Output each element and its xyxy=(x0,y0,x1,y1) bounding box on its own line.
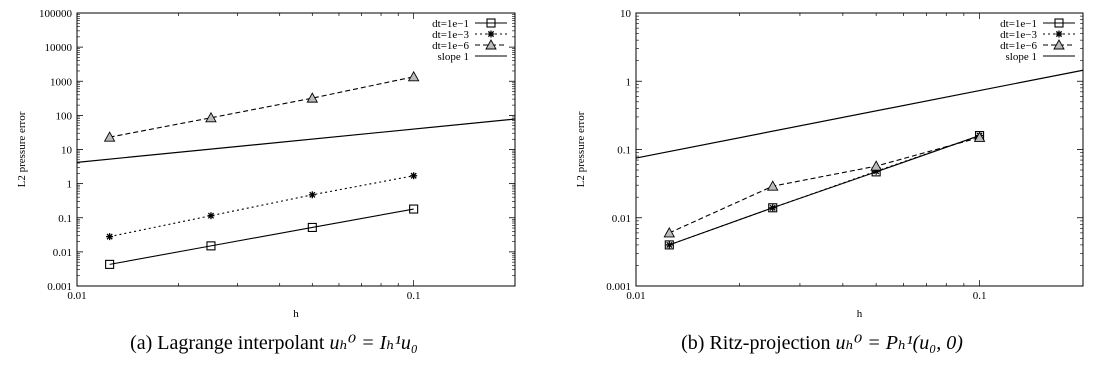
chart-0-legend-label: dt=1e−1 xyxy=(432,18,469,30)
chart-0-series-0-line xyxy=(110,209,414,264)
chart-1-y-tick-label: 0.01 xyxy=(611,212,631,225)
chart-1-legend-label: dt=1e−6 xyxy=(1000,40,1037,52)
chart-1-x-tick-label: 0.1 xyxy=(972,290,987,302)
chart-0-slope-1-line xyxy=(77,119,515,162)
chart-0-y-tick-label: 100000 xyxy=(39,8,72,20)
caption-b-prefix: (b) Ritz-projection xyxy=(681,332,836,354)
chart-1-series-2-point xyxy=(768,181,778,190)
caption-a-prefix: (a) Lagrange interpolant xyxy=(130,332,330,354)
caption-b xyxy=(548,330,1096,355)
chart-1-y-tick-label: 0.001 xyxy=(606,281,631,293)
chart-1-x-tick-label: 0.01 xyxy=(626,290,646,302)
chart-0-series-1-line xyxy=(110,176,414,237)
chart-0-y-axis-label: L2 pressure error xyxy=(16,111,28,188)
chart-1-legend-label: slope 1 xyxy=(1005,51,1037,63)
chart-1-x-axis-label: h xyxy=(856,308,863,320)
chart-0-legend-label: dt=1e−6 xyxy=(432,40,469,52)
caption-a-formula: uₕ⁰ = Iₕ¹u₀ xyxy=(329,332,418,354)
chart-1-series-2-point xyxy=(871,161,881,170)
chart-1-legend-marker xyxy=(1056,31,1063,38)
caption-a xyxy=(0,330,548,355)
chart-0-y-tick-label: 10000 xyxy=(44,42,72,55)
chart-0-series-2-point xyxy=(409,72,419,81)
chart-1-legend-label: dt=1e−3 xyxy=(1000,29,1037,41)
chart-0-series-1-point xyxy=(106,233,113,240)
chart-0-y-tick-label: 100 xyxy=(55,110,72,123)
chart-0-series-2-line xyxy=(110,77,414,137)
chart-1-series-1-point xyxy=(769,204,776,211)
chart-1-series-2-point xyxy=(664,228,674,237)
chart-0-legend-label: dt=1e−3 xyxy=(432,29,469,41)
chart-panel-b xyxy=(548,0,1096,366)
chart-0-y-tick-label: 0.001 xyxy=(47,281,72,293)
chart-0-series-1-point xyxy=(309,191,316,198)
chart-1-slope-1-line xyxy=(636,70,1083,158)
chart-0-y-tick-label: 1 xyxy=(66,178,72,191)
chart-1-y-tick-label: 10 xyxy=(620,8,631,20)
chart-0-legend-marker xyxy=(488,31,495,38)
chart-0-x-tick-label: 0.01 xyxy=(67,290,87,302)
chart-0-y-tick-label: 0.01 xyxy=(52,246,72,259)
chart-b-plot xyxy=(548,0,1096,330)
chart-0-y-tick-label: 1000 xyxy=(50,76,72,89)
chart-0-y-tick-label: 10 xyxy=(61,144,72,157)
chart-0-x-axis-label: h xyxy=(293,308,299,320)
chart-1-legend-label: dt=1e−1 xyxy=(1000,18,1037,30)
chart-1-series-1-point xyxy=(666,241,673,248)
chart-1-y-tick-label: 1 xyxy=(625,76,631,89)
chart-0-y-tick-label: 0.1 xyxy=(58,212,72,225)
chart-1-y-axis-label: L2 pressure error xyxy=(575,111,587,188)
caption-b-formula: uₕ⁰ = Pₕ¹(u₀, 0) xyxy=(835,332,963,354)
chart-a-plot xyxy=(0,0,548,330)
chart-0-legend-label: slope 1 xyxy=(437,51,469,63)
chart-0-series-1-point xyxy=(207,212,214,219)
chart-1-y-tick-label: 0.1 xyxy=(617,144,631,157)
chart-0-series-1-point xyxy=(410,172,417,179)
chart-1-series-0-line xyxy=(669,136,979,245)
chart-0-x-tick-label: 0.1 xyxy=(406,290,421,302)
